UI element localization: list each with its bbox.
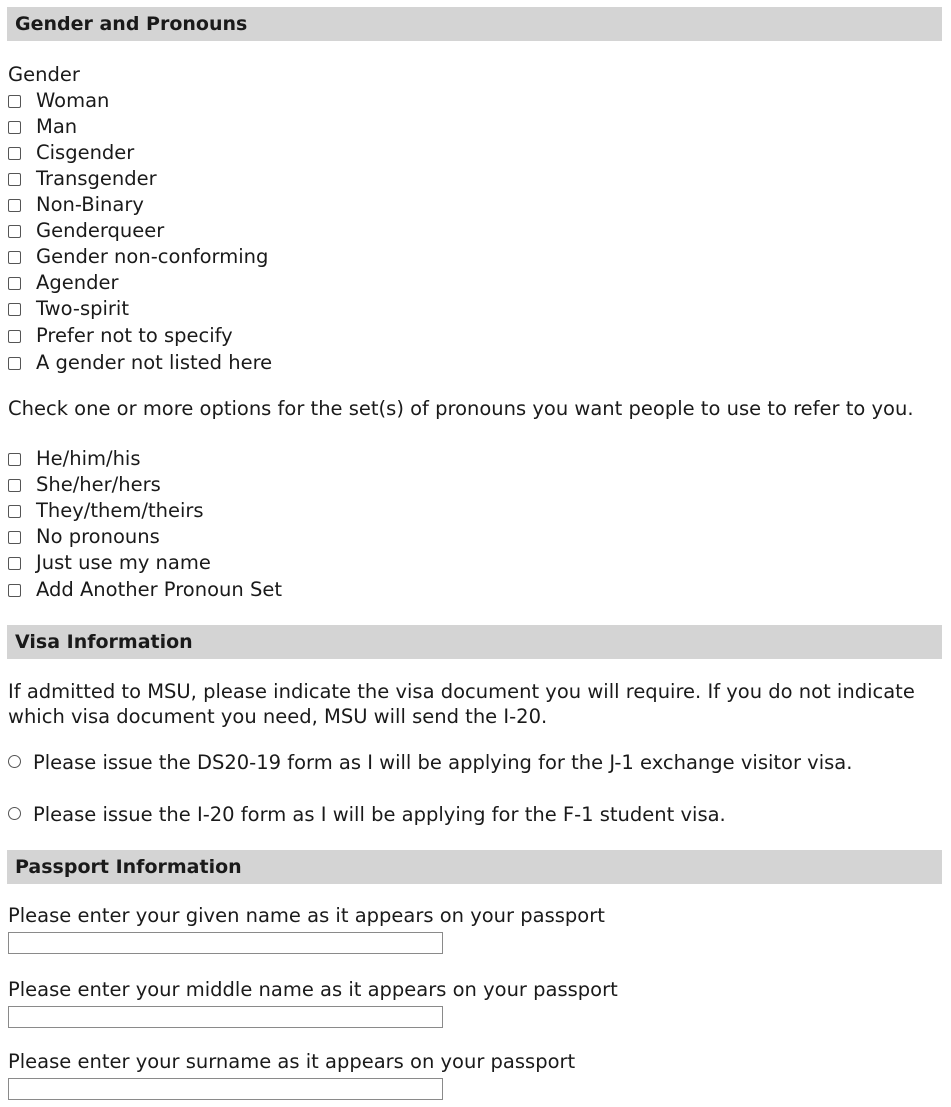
pronoun-option-name[interactable] bbox=[8, 550, 211, 576]
checkbox[interactable] bbox=[8, 479, 21, 492]
option-label: Gender non-conforming bbox=[36, 245, 269, 268]
visa-section-header: Visa Information bbox=[7, 625, 942, 659]
gender-option-two-spirit[interactable] bbox=[8, 296, 129, 322]
checkbox[interactable] bbox=[8, 225, 21, 238]
option-label: He/him/his bbox=[36, 447, 141, 470]
option-label: Cisgender bbox=[36, 141, 135, 164]
visa-option-ds2019[interactable] bbox=[8, 750, 938, 776]
gender-option-cisgender[interactable] bbox=[8, 140, 134, 166]
middle-name-input[interactable] bbox=[8, 1006, 443, 1028]
pronoun-option-he[interactable] bbox=[8, 446, 141, 472]
option-label: They/them/theirs bbox=[36, 499, 204, 522]
option-label: Please issue the I-20 form as I will be applying for the F-1 student visa. bbox=[33, 803, 726, 826]
gender-option-genderqueer[interactable] bbox=[8, 218, 164, 244]
surname-label: Please enter your surname as it appears on your passport bbox=[8, 1050, 576, 1073]
option-label: Genderqueer bbox=[36, 219, 165, 242]
gender-label: Gender bbox=[8, 63, 80, 86]
checkbox[interactable] bbox=[8, 584, 21, 597]
checkbox[interactable] bbox=[8, 357, 21, 370]
gender-option-non-binary[interactable] bbox=[8, 192, 144, 218]
gender-option-man[interactable] bbox=[8, 114, 77, 140]
option-label: A gender not listed here bbox=[36, 351, 273, 374]
given-name-label: Please enter your given name as it appears on your passport bbox=[8, 904, 605, 927]
gender-option-transgender[interactable] bbox=[8, 166, 157, 192]
checkbox[interactable] bbox=[8, 330, 21, 343]
option-label: Please issue the DS20-19 form as I will be applying for the J-1 exchange visitor visa. bbox=[33, 751, 853, 774]
pronoun-option-add-another[interactable] bbox=[8, 577, 282, 603]
option-label: Two-spirit bbox=[36, 297, 129, 320]
checkbox[interactable] bbox=[8, 531, 21, 544]
option-label: She/her/hers bbox=[36, 473, 161, 496]
checkbox[interactable] bbox=[8, 95, 21, 108]
visa-description: If admitted to MSU, please indicate the visa document you will require. If you do not indicate which visa document you need, MSU will send the I-20. bbox=[8, 680, 915, 728]
option-label: Add Another Pronoun Set bbox=[36, 578, 282, 601]
pronoun-option-they[interactable] bbox=[8, 498, 204, 524]
visa-option-i20[interactable] bbox=[8, 802, 938, 828]
checkbox[interactable] bbox=[8, 121, 21, 134]
option-label: Agender bbox=[36, 271, 119, 294]
option-label: No pronouns bbox=[36, 525, 160, 548]
pronoun-prompt: Check one or more options for the set(s) of pronouns you want people to use to refer to you. bbox=[8, 397, 914, 420]
gender-section-header: Gender and Pronouns bbox=[7, 7, 942, 41]
passport-section-header: Passport Information bbox=[7, 850, 942, 884]
gender-option-prefer-not[interactable] bbox=[8, 323, 233, 349]
option-label: Just use my name bbox=[36, 551, 211, 574]
radio-button[interactable] bbox=[8, 755, 21, 768]
checkbox[interactable] bbox=[8, 277, 21, 290]
option-label: Non-Binary bbox=[36, 193, 144, 216]
option-label: Woman bbox=[36, 89, 110, 112]
option-label: Transgender bbox=[36, 167, 157, 190]
radio-button[interactable] bbox=[8, 807, 21, 820]
option-label: Prefer not to specify bbox=[36, 324, 233, 347]
checkbox[interactable] bbox=[8, 251, 21, 264]
checkbox[interactable] bbox=[8, 505, 21, 518]
gender-option-agender[interactable] bbox=[8, 270, 118, 296]
gender-option-non-conforming[interactable] bbox=[8, 244, 268, 270]
middle-name-label: Please enter your middle name as it appears on your passport bbox=[8, 978, 618, 1001]
pronoun-option-she[interactable] bbox=[8, 472, 161, 498]
checkbox[interactable] bbox=[8, 147, 21, 160]
checkbox[interactable] bbox=[8, 557, 21, 570]
pronoun-option-none[interactable] bbox=[8, 524, 160, 550]
checkbox[interactable] bbox=[8, 199, 21, 212]
surname-input[interactable] bbox=[8, 1078, 443, 1100]
option-label: Man bbox=[36, 115, 78, 138]
checkbox[interactable] bbox=[8, 453, 21, 466]
checkbox[interactable] bbox=[8, 303, 21, 316]
gender-option-not-listed[interactable] bbox=[8, 350, 272, 376]
given-name-input[interactable] bbox=[8, 932, 443, 954]
checkbox[interactable] bbox=[8, 173, 21, 186]
gender-option-woman[interactable] bbox=[8, 88, 109, 114]
